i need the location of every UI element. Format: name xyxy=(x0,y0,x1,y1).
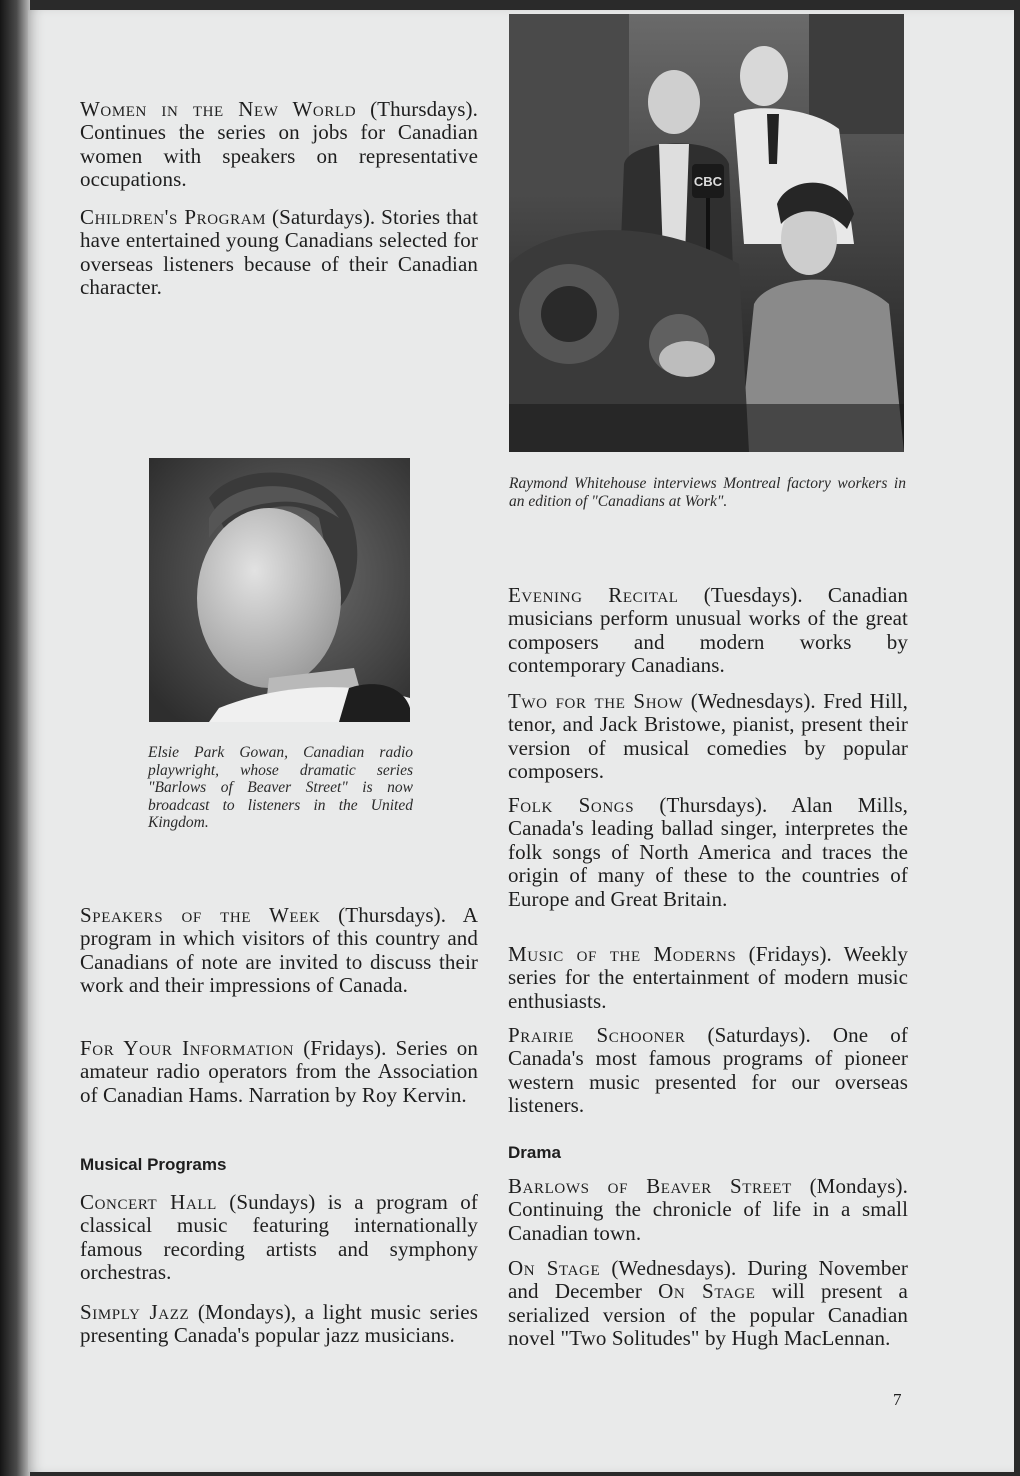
entry-text: (Mondays). Continuing the chronicle of life in a small Canadian town. xyxy=(508,1174,908,1245)
entry-title: Prairie Schooner xyxy=(508,1023,686,1047)
entry-text: (Fridays). Weekly series for the entertainment of modern music enthusiasts. xyxy=(508,942,908,1013)
entry-text: (Saturdays). Stories that have entertained young Canadians selected for overseas listeners because of their Canadian character. xyxy=(80,205,479,300)
entry-women-in-the-new-world xyxy=(80,98,478,192)
entry-title: Barlows of Beaver Street xyxy=(508,1174,792,1198)
entry-title: Music of the Moderns xyxy=(508,942,737,966)
entry-evening-recital xyxy=(508,584,908,678)
entry-title: On Stage xyxy=(508,1256,601,1280)
entry-speakers-of-the-week xyxy=(80,904,478,998)
entry-barlows-of-beaver-street xyxy=(508,1175,908,1245)
entry-text: (Tuesdays). Canadian musicians perform unusual works of the great composers and modern works by contemporary Canadians. xyxy=(508,583,908,678)
entry-title: Women in the New World xyxy=(80,97,357,121)
entry-childrens-program xyxy=(80,206,478,300)
entry-music-of-the-moderns xyxy=(508,943,908,1013)
entry-folk-songs xyxy=(508,794,908,911)
entry-text: (Thursdays). Alan Mills, Canada's leading ballad singer, interpretes the folk songs of North America and traces the origin of many of these to the countries of Europe and Great Britain. xyxy=(508,793,909,911)
entry-two-for-the-show xyxy=(508,690,908,784)
entry-title: Two for the Show xyxy=(508,689,684,713)
entry-title: Speakers of the Week xyxy=(80,903,321,927)
entry-title: For Your Information xyxy=(80,1036,295,1060)
heading-drama: Drama xyxy=(508,1143,561,1162)
entry-title: Folk Songs xyxy=(508,793,635,817)
entry-concert-hall xyxy=(80,1191,478,1285)
entry-title-inline: On Stage xyxy=(658,1279,756,1304)
entry-text: (Fridays). Series on amateur radio operators from the Association of Canadian Hams. Narration by Roy Kervin. xyxy=(80,1036,478,1107)
cbc-mic-label: CBC xyxy=(693,174,723,189)
entry-text: (Saturdays). One of Canada's most famous programs of pioneer western music presented for our overseas listeners. xyxy=(508,1023,908,1118)
entry-prairie-schooner xyxy=(508,1024,908,1118)
entry-text: (Thursdays). A program in which visitors of this country and Canadians of note are invited to discuss their work and their impressions of Canada. xyxy=(80,903,478,998)
entry-title: Evening Recital xyxy=(508,583,679,607)
entry-text: (Sundays) is a program of classical music featuring internationally famous recording artists and symphony orchestras. xyxy=(80,1190,478,1285)
entry-text: (Wednesdays). Fred Hill, tenor, and Jack Bristowe, pianist, present their version of musical comedies by popular composers. xyxy=(508,689,908,784)
factory-photo xyxy=(509,14,904,452)
portrait-illustration xyxy=(149,458,410,722)
entry-title: Concert Hall xyxy=(80,1190,217,1214)
entry-title: Children's Program xyxy=(80,205,267,229)
entry-text: (Mondays), a light music series presenting Canada's popular jazz musicians. xyxy=(80,1300,478,1348)
portrait-photo xyxy=(149,458,410,722)
entry-title: Simply Jazz xyxy=(80,1300,190,1324)
entry-text: (Wednesdays). During November and December xyxy=(508,1256,908,1304)
entry-text: (Thursdays). Continues the series on jobs for Canadian women with speakers on representative occupations. xyxy=(80,97,478,192)
heading-musical-programs: Musical Programs xyxy=(80,1155,227,1174)
entry-simply-jazz xyxy=(80,1301,478,1348)
book-spine-shadow xyxy=(0,0,30,1476)
factory-illustration xyxy=(509,14,904,452)
entry-on-stage xyxy=(508,1257,908,1351)
entry-text: will present a serialized version of the popular Canadian novel "Two Solitudes" by Hugh MacLennan. xyxy=(508,1279,908,1351)
entry-for-your-information xyxy=(80,1037,478,1107)
factory-caption: Raymond Whitehouse interviews Montreal factory workers in an edition of "Canadians at Work". xyxy=(509,475,906,510)
page-number: 7 xyxy=(893,1390,902,1409)
portrait-caption: Elsie Park Gowan, Canadian radio playwright, whose dramatic series "Barlows of Beaver Street" is now broadcast to listeners in the United Kingdom. xyxy=(148,744,413,831)
